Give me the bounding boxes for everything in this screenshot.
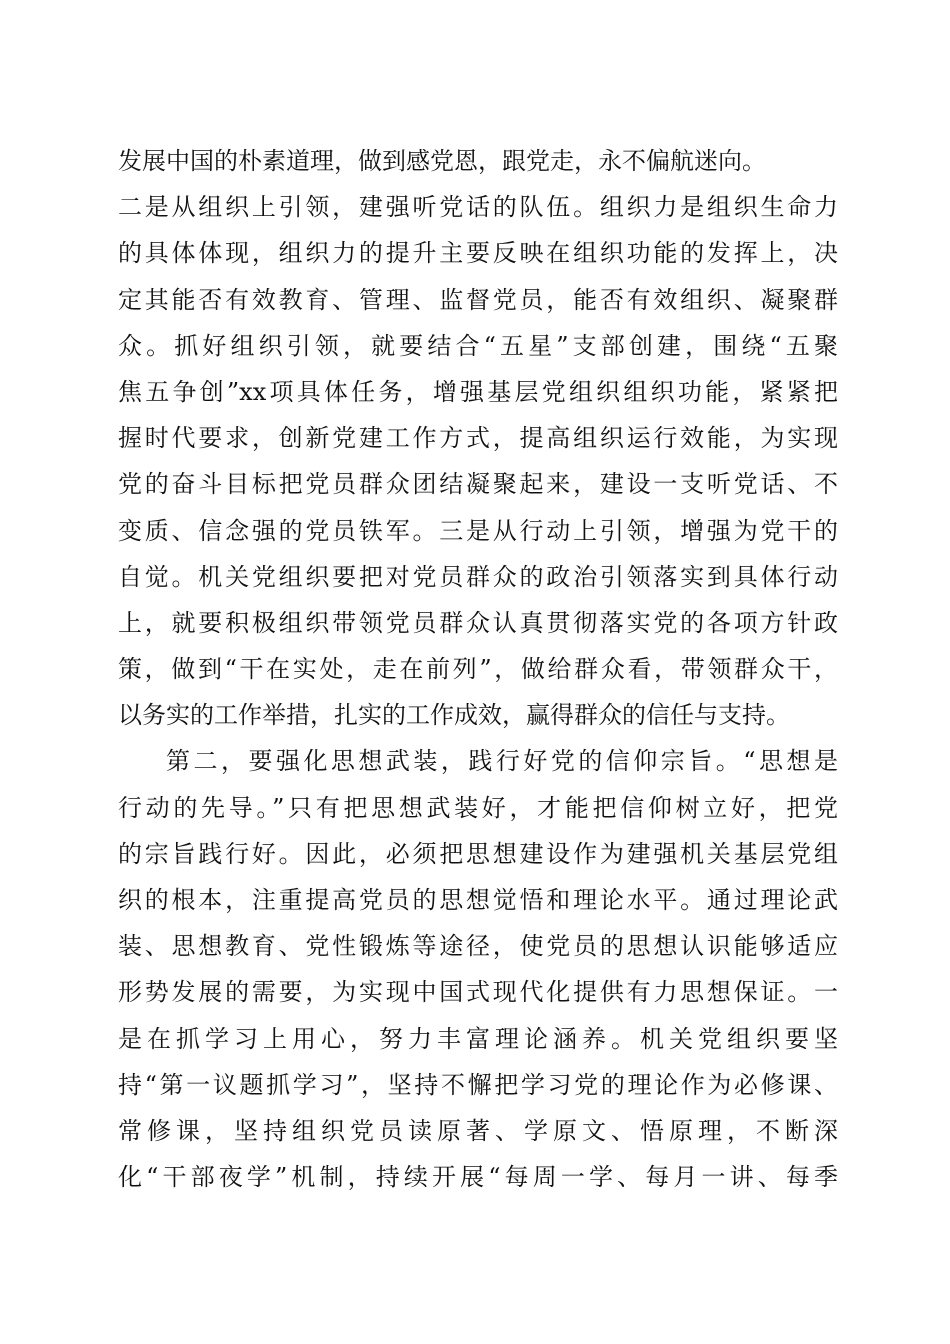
text-line-21: 持“第一议题抓学习”，坚持不懈把学习党的理论作为必修课、 — [118, 1070, 838, 1099]
text-line-19: 形势发展的需要，为实现中国式现代化提供有力思想保证。一 — [118, 978, 838, 1007]
text-line-20: 是在抓学习上用心，努力丰富理论涵养。机关党组织要坚 — [118, 1024, 838, 1053]
text-line-9: 变质、信念强的党员铁军。三是从行动上引领，增强为党干的 — [118, 516, 838, 545]
text-line-14: 第二，要强化思想武装，践行好党的信仰宗旨。“思想是 — [166, 747, 838, 776]
text-line-1: 发展中国的朴素道理，做到感党恩，跟党走，永不偏航迷向。 — [118, 147, 766, 175]
text-line-8: 党的奋斗目标把党员群众团结凝聚起来，建设一支听党话、不 — [118, 470, 838, 499]
text-line-2: 二是从组织上引领，建强听党话的队伍。组织力是组织生命力 — [118, 193, 838, 222]
text-line-10: 自觉。机关党组织要把对党员群众的政治引领落实到具体行动 — [118, 562, 838, 591]
text-line-16: 的宗旨践行好。因此，必须把思想建设作为建强机关基层党组 — [118, 839, 838, 868]
text-line-13: 以务实的工作举措，扎实的工作成效，赢得群众的信任与支持。 — [118, 701, 790, 730]
text-line-23: 化“干部夜学”机制，持续开展“每周一学、每月一讲、每季 — [118, 1163, 838, 1192]
text-line-3: 的具体体现，组织力的提升主要反映在组织功能的发挥上，决 — [118, 239, 838, 268]
text-line-4: 定其能否有效教育、管理、监督党员，能否有效组织、凝聚群 — [118, 285, 838, 314]
text-line-12: 策，做到“干在实处，走在前列”，做给群众看，带领群众干， — [118, 655, 838, 684]
text-line-5: 众。抓好组织引领，就要结合“五星”支部创建，围绕“五聚 — [118, 331, 838, 360]
text-line-11: 上，就要积极组织带领党员群众认真贯彻落实党的各项方针政 — [118, 608, 838, 637]
document-body — [118, 138, 838, 1200]
text-line-17: 织的根本，注重提高党员的思想觉悟和理论水平。通过理论武 — [118, 886, 838, 914]
text-line-18: 装、思想教育、党性锻炼等途径，使党员的思想认识能够适应 — [118, 932, 838, 961]
text-line-6: 焦五争创”xx项具体任务，增强基层党组织组织功能，紧紧把 — [118, 377, 838, 406]
text-line-15: 行动的先导。”只有把思想武装好，才能把信仰树立好，把党 — [118, 793, 838, 822]
text-line-7: 握时代要求，创新党建工作方式，提高组织运行效能，为实现 — [118, 424, 838, 453]
text-line-22: 常修课，坚持组织党员读原著、学原文、悟原理，不断深 — [118, 1116, 838, 1145]
